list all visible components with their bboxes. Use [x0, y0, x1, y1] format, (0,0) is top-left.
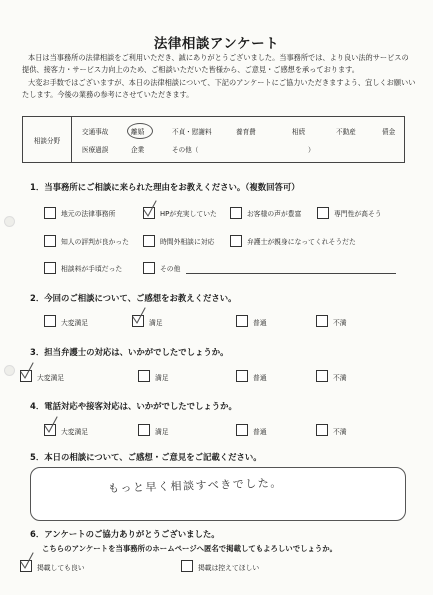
q2-checkbox[interactable] [44, 315, 56, 327]
check-mark-icon [42, 415, 60, 435]
field-option-close: ） [308, 146, 315, 154]
check-mark-icon [141, 199, 159, 219]
q6-option-label: 掲載しても良い [37, 564, 85, 572]
binder-hole [4, 365, 15, 376]
q4-option-label: 普通 [253, 428, 267, 436]
q3-checkbox[interactable] [316, 370, 328, 382]
q2-checkbox[interactable] [236, 315, 248, 327]
field-option[interactable]: 養育費 [236, 128, 256, 136]
consultation-field-box [22, 116, 405, 163]
field-option[interactable]: 相続 [292, 128, 306, 136]
field-option[interactable]: 交通事故 [82, 128, 109, 136]
question-2-title: 2．今回のご相談について、ご感想をお教えください。 [30, 293, 237, 303]
q1-option-label: 相談料が手頃だった [61, 265, 123, 273]
question-4-title: 4．電話対応や接客対応は、いかがでしたでしょうか。 [30, 401, 237, 411]
field-option[interactable]: その他（ [172, 146, 199, 154]
q3-checkbox[interactable] [236, 370, 248, 382]
check-mark-icon [18, 361, 36, 381]
page-title: 法律相談アンケート [153, 36, 280, 52]
q1-option-label: 弁護士が親身になってくれそうだた [247, 238, 356, 246]
question-5-title: 5．本日の相談について、ご感想・ご意見をご記載ください。 [30, 452, 262, 462]
check-mark-icon [18, 551, 36, 571]
intro-line: たします。今後の業務の参考にさせていただきます。 [22, 90, 194, 100]
field-option[interactable]: 離婚 [131, 128, 145, 136]
question-6-subtitle: こちらのアンケートを当事務所のホームページへ匿名で掲載してもよろしいでしょうか。 [42, 544, 338, 553]
q1-option-label: HPが充実していた [160, 210, 217, 218]
q3-option-label: 大変満足 [37, 374, 65, 382]
question-1-title: 1．当事務所にご相談に来られた理由をお教えください。（複数回答可） [30, 182, 300, 192]
q3-option-label: 満足 [155, 374, 169, 382]
q1-option-label: お客様の声が豊富 [247, 210, 302, 218]
q4-checkbox[interactable] [236, 424, 248, 436]
question-6-title: 6．アンケートのご協力ありがとうございました。 [30, 529, 220, 539]
q1-checkbox[interactable] [44, 262, 56, 274]
q1-option-label: その他 [160, 265, 181, 273]
comment-textarea[interactable] [30, 467, 406, 521]
field-option[interactable]: 医療過誤 [82, 146, 109, 154]
field-option[interactable]: 不貞・慰謝料 [172, 128, 212, 136]
field-option[interactable]: 企業 [131, 146, 145, 154]
q1-option-label: 地元の法律事務所 [61, 210, 116, 218]
q1-checkbox[interactable] [44, 207, 56, 219]
question-3-title: 3．担当弁護士の対応は、いかがでしたでしょうか。 [30, 347, 229, 357]
check-mark-icon [130, 306, 148, 326]
q4-option-label: 満足 [155, 428, 169, 436]
q1-option-label: 時間外相談に対応 [160, 238, 215, 246]
q2-option-label: 普通 [253, 319, 267, 327]
intro-line: 大変お手数ではございますが、本日の法律相談について、下記のアンケートにご協力いただきますよう、宜しくお願いい [28, 77, 416, 87]
q1-other-input-line[interactable] [186, 273, 396, 274]
q4-option-label: 大変満足 [61, 428, 89, 436]
intro-text [22, 52, 417, 102]
q3-option-label: 不満 [333, 374, 347, 382]
handwritten-comment: もっと早く相談すべきでした。 [107, 476, 283, 495]
consultation-field-label: 相談分野 [23, 117, 72, 162]
q1-checkbox[interactable] [317, 207, 329, 219]
q4-option-label: 不満 [333, 428, 347, 436]
q2-checkbox[interactable] [316, 315, 328, 327]
q1-option-label: 知人の評判が良かった [61, 238, 129, 246]
q2-option-label: 不満 [333, 319, 347, 327]
q2-option-label: 大変満足 [61, 319, 89, 327]
field-option[interactable]: 不動産 [336, 128, 356, 136]
q2-option-label: 満足 [149, 319, 163, 327]
q1-checkbox[interactable] [230, 235, 242, 247]
q1-checkbox[interactable] [44, 235, 56, 247]
q3-option-label: 普通 [253, 374, 267, 382]
q4-checkbox[interactable] [138, 424, 150, 436]
q1-option-label: 専門性が高そう [334, 210, 382, 218]
intro-line: 提供、接客力・サービス力向上のため、ご相談いただいた皆様から、ご意見・ご感想を承っております。 [22, 65, 359, 75]
q3-checkbox[interactable] [138, 370, 150, 382]
q1-checkbox[interactable] [143, 262, 155, 274]
selected-circle-mark [127, 123, 153, 139]
q4-checkbox[interactable] [316, 424, 328, 436]
intro-line: 本日は当事務所の法律相談をご利用いただき、誠にありがとうございました。当事務所では、より良い法的サービスの [28, 53, 409, 62]
field-option[interactable]: 債金 [382, 128, 396, 136]
q6-checkbox[interactable] [181, 560, 193, 572]
q1-checkbox[interactable] [143, 235, 155, 247]
q6-option-label: 掲載は控えてほしい [198, 564, 260, 572]
binder-hole [4, 216, 15, 227]
q1-checkbox[interactable] [230, 207, 242, 219]
